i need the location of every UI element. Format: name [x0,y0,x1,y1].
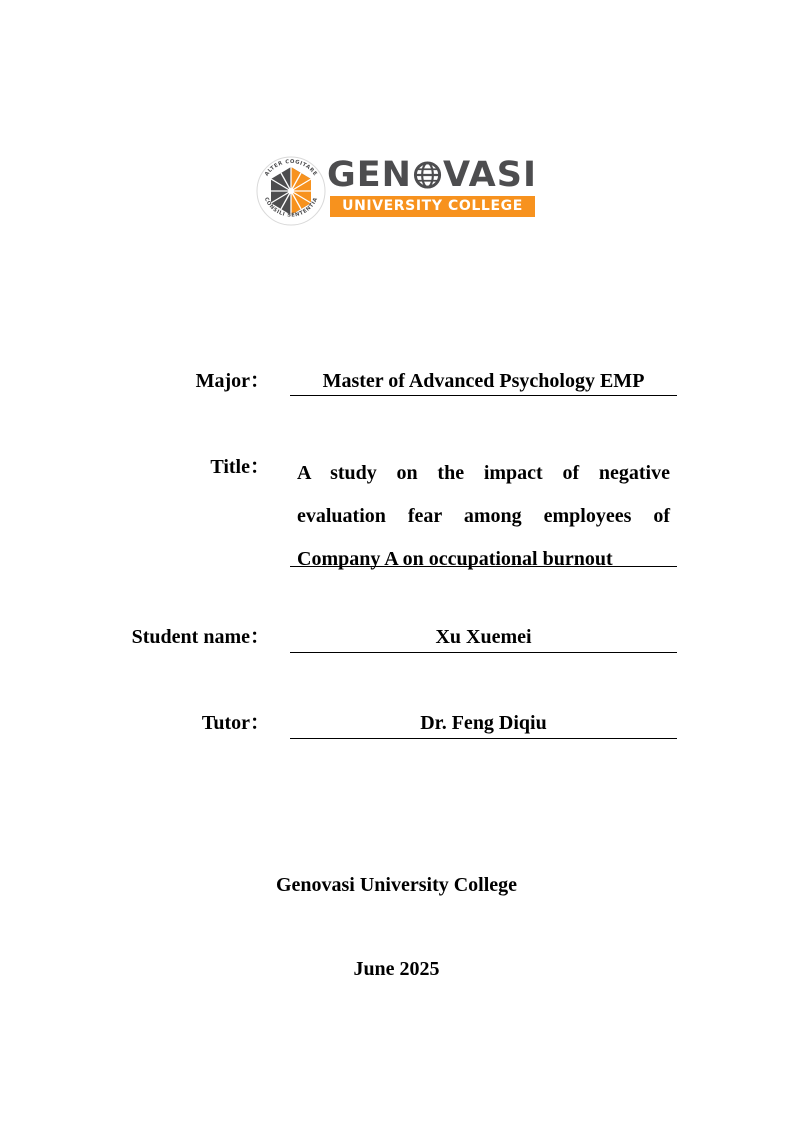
major-underline [290,395,677,396]
thesis-title [297,452,670,581]
logo-name-part2: VASI [442,155,537,195]
seal-emblem-icon [255,155,327,227]
student-name-value: Xu Xuemei [435,626,532,648]
logo-subtitle: UNIVERSITY COLLEGE [330,196,535,217]
tutor-value: Dr. Feng Diqiu [420,712,547,734]
thesis-title-line: Company A on occupational burnout [297,548,613,570]
svg-text:ALTER COGITARE: ALTER COGITARE [263,158,319,178]
major-label: Major： [195,370,270,392]
tutor-underline [290,738,677,739]
student-name-label: Student name： [131,626,270,648]
title-underline [290,566,677,567]
thesis-title-line: A study on the impact of negative [297,462,670,484]
university-logo [255,155,540,227]
globe-icon [413,160,442,190]
major-value: Master of Advanced Psychology EMP [322,370,645,392]
title-label: Title： [210,456,270,478]
student-name-underline [290,652,677,653]
tutor-label: Tutor： [201,712,270,734]
logo-name-part1: GEN [327,155,412,195]
institution-name: Genovasi University College [275,874,518,896]
submission-date: June 2025 [353,958,440,980]
logo-wordmark [327,156,537,194]
svg-text:CONSILI SENTENTIA: CONSILI SENTENTIA [262,196,320,219]
thesis-title-line: evaluation fear among employees of [297,505,670,527]
